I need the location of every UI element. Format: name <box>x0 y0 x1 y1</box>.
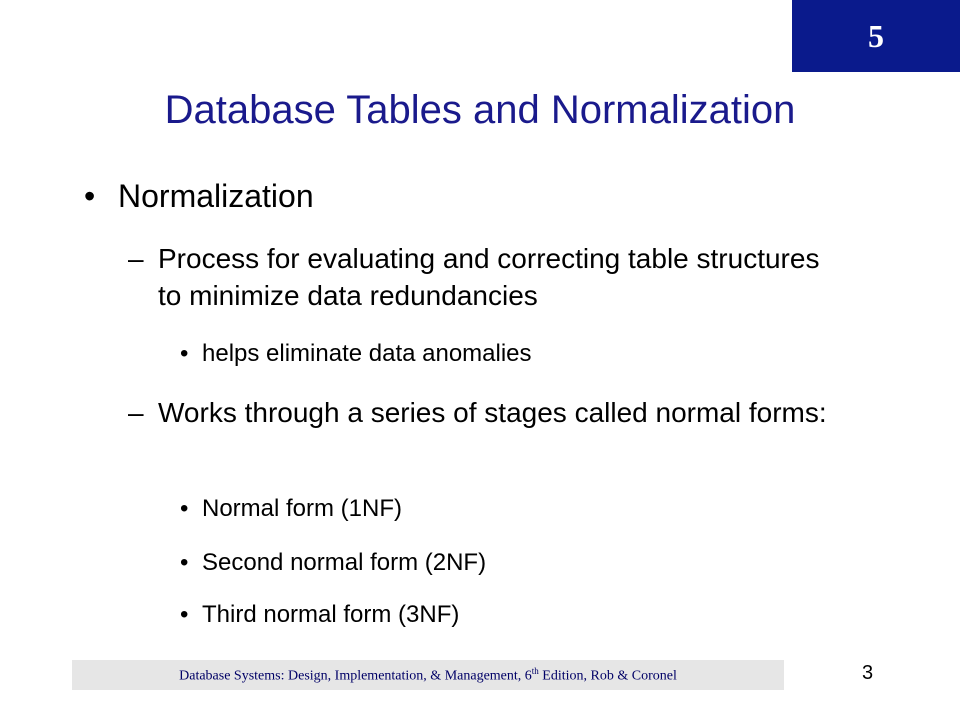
chapter-badge <box>792 0 960 72</box>
dash-marker: – <box>128 243 144 274</box>
bullet-marker: • <box>84 178 96 214</box>
footer-text-end: Edition, Rob & Coronel <box>538 668 677 684</box>
footer-text-start: Database Systems: Design, Implementation, & Management, 6 <box>179 668 532 684</box>
slide-title: Database Tables and Normalization <box>164 88 796 132</box>
subsubbullet-2nf <box>180 547 780 579</box>
subbullet-stages <box>128 394 828 431</box>
subbullet-text: Works through a series of stages called normal forms: <box>158 397 827 428</box>
bullet-marker: • <box>180 549 189 576</box>
subsubbullet-text: helps eliminate data anomalies <box>202 340 532 367</box>
subsubbullet-3nf <box>180 599 780 631</box>
footer-citation <box>179 666 677 685</box>
bullet-marker: • <box>180 495 189 522</box>
subbullet-text: Process for evaluating and correcting table structures to minimize data redundancies <box>158 243 820 311</box>
bullet-marker: • <box>180 340 189 367</box>
page-number: 3 <box>862 662 874 684</box>
chapter-number: 5 <box>868 17 884 54</box>
subsubbullet-text: Normal form (1NF) <box>202 495 403 522</box>
subsubbullet-text: Second normal form (2NF) <box>202 549 487 576</box>
subsubbullet-text: Third normal form (3NF) <box>202 601 460 628</box>
subsubbullet-1nf <box>180 493 780 525</box>
bullet-marker: • <box>180 601 189 628</box>
footer-superscript: th <box>531 665 539 676</box>
subsubbullet-anomalies <box>180 338 780 370</box>
bullet-normalization <box>84 176 784 216</box>
dash-marker: – <box>128 397 144 428</box>
subbullet-process <box>128 240 828 314</box>
footer-bar <box>72 660 784 690</box>
bullet-text: Normalization <box>118 178 314 214</box>
